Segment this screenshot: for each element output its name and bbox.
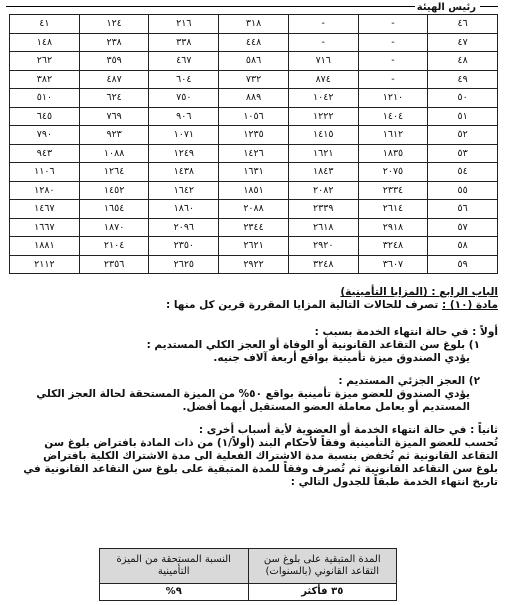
table-row xyxy=(10,200,498,219)
table-cell: ٤٨٧ xyxy=(79,70,149,89)
table-row xyxy=(10,52,498,71)
table-cell: - xyxy=(358,33,428,52)
table-cell: ١٠٥٦ xyxy=(219,107,289,126)
table-cell: ٣٥٩ xyxy=(79,52,149,71)
table-cell: ٦٢٤ xyxy=(79,89,149,108)
table-cell: ٩٢٣ xyxy=(79,126,149,145)
table-cell: - xyxy=(358,15,428,34)
table-cell: ٢١٠٤ xyxy=(79,237,149,256)
table-cell: - xyxy=(288,33,358,52)
table-cell: ١٤٢٦ xyxy=(219,144,289,163)
table-row xyxy=(10,218,498,237)
second-line2: التقاعد القانونية ثم تُخفض بنسبة مدة الاشتراك الفعلية الى مدة الاشتراك الكلية بافتراض xyxy=(43,450,498,462)
table-cell: ٢٦١٤ xyxy=(358,200,428,219)
table-cell: ١٦٦٧ xyxy=(10,218,80,237)
table-cell: ٢٣٣٤ xyxy=(358,181,428,200)
table-cell: ٢٠٧٥ xyxy=(358,163,428,182)
table-cell: ٤٨ xyxy=(428,52,498,71)
table-cell: ٤٦ xyxy=(428,15,498,34)
table-cell: ٧٦٩ xyxy=(79,107,149,126)
table-cell: ٢٦٢٥ xyxy=(149,255,219,274)
table-cell: ٨٨٩ xyxy=(219,89,289,108)
table-cell: ١٤٥٢ xyxy=(79,181,149,200)
table-cell: ٢٠٩٦ xyxy=(149,218,219,237)
table-cell: ٢٦٢ xyxy=(10,52,80,71)
table-cell: ٢٣٨ xyxy=(79,33,149,52)
rel-table-row1-col1: ٣٥ فأكثر xyxy=(248,584,397,601)
table-cell: ٤٧ xyxy=(428,33,498,52)
second-line4: تاريخ انتهاء الخدمة طبقاً للجدول التالي : xyxy=(290,476,498,488)
table-cell: - xyxy=(358,52,428,71)
table-cell: ٥٣ xyxy=(428,144,498,163)
table-cell: ٢٣٣٩ xyxy=(288,200,358,219)
table-cell: ١٤٦٧ xyxy=(10,200,80,219)
table-row xyxy=(10,237,498,256)
table-cell: - xyxy=(358,70,428,89)
table-cell: ١٢٣٥ xyxy=(219,126,289,145)
table-row xyxy=(10,255,498,274)
table-cell: ١٢٤٩ xyxy=(149,144,219,163)
rel-table-row xyxy=(100,584,397,601)
table-cell: ٥١ xyxy=(428,107,498,126)
table-cell: ١٢٨٠ xyxy=(10,181,80,200)
table-cell: ١٨٦٠ xyxy=(149,200,219,219)
table-cell: ٥٦ xyxy=(428,200,498,219)
rel-table-header-row xyxy=(100,549,397,584)
header-rule xyxy=(6,6,418,7)
table-cell: ٥٩ xyxy=(428,255,498,274)
rel-table-col1-header: المدة المتبقية على بلوغ سن التقاعد القانوني (بالسنوات) xyxy=(248,549,397,584)
table-cell: ٧٣٢ xyxy=(219,70,289,89)
table-cell: ٣٢٤٨ xyxy=(288,255,358,274)
table-cell: ٥٧ xyxy=(428,218,498,237)
table-cell: ٥٤ xyxy=(428,163,498,182)
table-cell: ٧٥٠ xyxy=(149,89,219,108)
table-cell: ٢٠٨٨ xyxy=(219,200,289,219)
table-cell: ١٤٣٨ xyxy=(149,163,219,182)
second-line3: بلوغ سن التقاعد القانونية ثم تُصرف وفقاً للمدة المتبقية على بلوغ سن التقاعد القانونية في xyxy=(23,463,498,475)
table-cell: ١٠٨٨ xyxy=(79,144,149,163)
table-row xyxy=(10,89,498,108)
remaining-period-table xyxy=(99,548,397,601)
table-cell: ٥١٠ xyxy=(10,89,80,108)
second-line1: تُحسب للعضو الميزة التأمينية وفقاً لأحكام البند (أولاً/١) من ذات المادة بافتراض بلوغ سن xyxy=(44,437,498,449)
table-row xyxy=(10,181,498,200)
table-cell: ٤٦٧ xyxy=(149,52,219,71)
table-cell: ٢٩١٨ xyxy=(358,218,428,237)
table-row xyxy=(10,163,498,182)
table-cell: ١٤٠٤ xyxy=(358,107,428,126)
table-cell: ٣١٨ xyxy=(219,15,289,34)
article-text: تصرف للحالات التالية المزايا المقررة قرين كل منها : xyxy=(165,299,439,311)
table-cell: ١٨٧٠ xyxy=(79,218,149,237)
table-cell: ٩٠٦ xyxy=(149,107,219,126)
article-line xyxy=(8,299,498,312)
table-cell: ٥٢ xyxy=(428,126,498,145)
table-cell: ٢٦١٨ xyxy=(288,218,358,237)
first-item2: ٢) العجز الجزئي المستديم : xyxy=(338,375,480,387)
table-cell: ٤٤٨ xyxy=(219,33,289,52)
table-cell: ١١٠٦ xyxy=(10,163,80,182)
table-cell: ١٢١٠ xyxy=(358,89,428,108)
table-cell: ٣٣٨ xyxy=(149,33,219,52)
table-cell: ١٢٢٢ xyxy=(288,107,358,126)
table-cell: ٨٧٤ xyxy=(288,70,358,89)
first-item1: ١) بلوغ سن التقاعد القانونية أو الوفاة أو العجز الكلي المستديم : xyxy=(146,339,480,351)
table-cell: ١٨٤٣ xyxy=(288,163,358,182)
table-cell: ٩٤٣ xyxy=(10,144,80,163)
first-item2-detail-2: المستديم أو يعامل معاملة العضو المستقيل أيهما أفضل. xyxy=(182,401,470,413)
table-cell: ١٨٨١ xyxy=(10,237,80,256)
table-cell: ١٦١٢ xyxy=(358,126,428,145)
table-cell: ١٤٨ xyxy=(10,33,80,52)
table-cell: ٥٨ xyxy=(428,237,498,256)
rel-table-col2-header: النسبة المستحقة من الميزة التأمينية xyxy=(100,549,249,584)
rel-table-row1-col2: ٩% xyxy=(100,584,249,601)
table-cell: ١٦٢١ xyxy=(288,144,358,163)
table-cell: ٦٤٥ xyxy=(10,107,80,126)
table-cell: ١٠٤٢ xyxy=(288,89,358,108)
table-cell: ٣٦٠٧ xyxy=(358,255,428,274)
table-cell: ٧١٦ xyxy=(288,52,358,71)
table-row xyxy=(10,126,498,145)
table-cell: ٢٣٥٦ xyxy=(79,255,149,274)
first-item2-detail-1: يؤدي الصندوق للعضو ميزة تأمينية بواقع ٥٠% من الميزة المستحقة لحالة العجز الكلي xyxy=(36,388,470,400)
table-cell: ٣٢٤٨ xyxy=(358,237,428,256)
table-cell: ١٦٥٤ xyxy=(79,200,149,219)
table-cell: ١٤١٥ xyxy=(288,126,358,145)
table-cell: ٢١٦ xyxy=(149,15,219,34)
table-cell: ٤٩ xyxy=(428,70,498,89)
header-title: رئيس الهيئة xyxy=(416,2,476,13)
table-cell: ١٢٤ xyxy=(79,15,149,34)
table-cell: ٣٨٢ xyxy=(10,70,80,89)
table-cell: ١٦٣١ xyxy=(219,163,289,182)
table-cell: ٢٣٥٠ xyxy=(149,237,219,256)
table-row xyxy=(10,15,498,34)
table-cell: ٢٩٢٢ xyxy=(219,255,289,274)
table-row xyxy=(10,70,498,89)
table-cell: ١٨٥١ xyxy=(219,181,289,200)
table-row xyxy=(10,107,498,126)
benefit-values-table xyxy=(9,14,498,274)
first-item1-detail: يؤدي الصندوق ميزة تأمينية بواقع أربعة آلاف جنيه. xyxy=(213,352,470,364)
table-cell: ٢٦٢١ xyxy=(219,237,289,256)
document-body xyxy=(8,286,498,489)
table-cell: ١٨٣٥ xyxy=(358,144,428,163)
article-label: مادة (١٠) : xyxy=(442,299,498,311)
second-heading: ثانياً : في حالة انتهاء الخدمة أو العضوية لأية أسباب أخرى : xyxy=(198,424,498,436)
table-cell: ٥٥ xyxy=(428,181,498,200)
table-cell: ٢٠٨٢ xyxy=(288,181,358,200)
table-cell: - xyxy=(288,15,358,34)
table-cell: ٢٩٢٠ xyxy=(288,237,358,256)
table-row xyxy=(10,144,498,163)
header-rule-short xyxy=(480,6,498,7)
table-cell: ٢١١٢ xyxy=(10,255,80,274)
table-cell: ٥٨٦ xyxy=(219,52,289,71)
table-cell: ١٢٦٤ xyxy=(79,163,149,182)
table-cell: ٢٣٤٤ xyxy=(219,218,289,237)
first-heading: أولاً : في حالة انتهاء الخدمة بسبب : xyxy=(314,326,498,338)
table-cell: ٧٩٠ xyxy=(10,126,80,145)
table-cell: ٥٠ xyxy=(428,89,498,108)
table-cell: ٤١ xyxy=(10,15,80,34)
table-cell: ١٦٤٢ xyxy=(149,181,219,200)
chapter-title: الباب الرابع : (المزايا التأمينية) xyxy=(340,286,498,298)
table-cell: ١٠٧١ xyxy=(149,126,219,145)
table-row xyxy=(10,33,498,52)
table-cell: ٦٠٤ xyxy=(149,70,219,89)
